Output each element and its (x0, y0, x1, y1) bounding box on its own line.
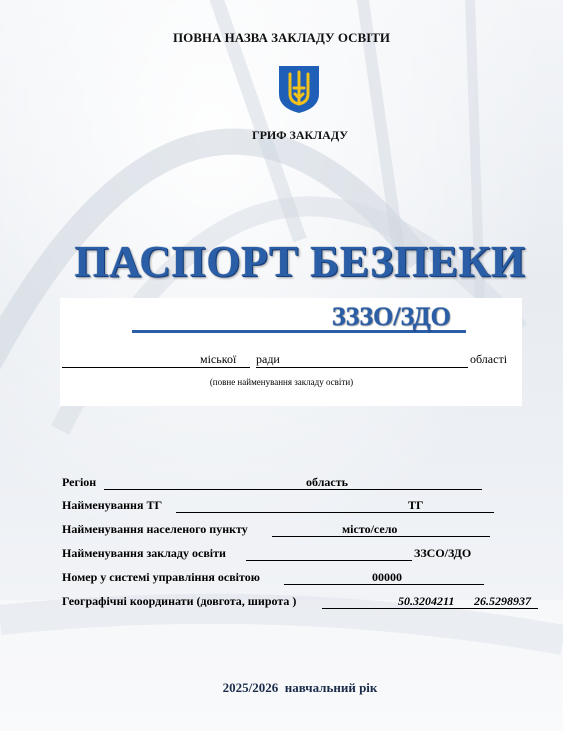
council-fill-line (256, 367, 468, 368)
institution-name: ПОВНА НАЗВА ЗАКЛАДУ ОСВІТИ (173, 30, 390, 45)
school-field-suffix: ЗЗСО/ЗДО (414, 546, 472, 560)
trident-coat-of-arms-icon (276, 64, 322, 114)
region-label: області (470, 352, 508, 366)
school-field-label: Найменування закладу освіти (62, 546, 226, 560)
region-field-line (104, 489, 482, 490)
coords-field-label: Географічні координати (довгота, широта ) (62, 594, 297, 608)
settlement-field-suffix: місто/село (342, 522, 398, 536)
institution-name-box (60, 298, 522, 406)
council-label: ради (256, 352, 280, 366)
community-field-line (176, 512, 494, 513)
region-field-label: Регіон (62, 475, 97, 489)
community-field-label: Найменування ТГ (62, 498, 163, 512)
number-field-value: 00000 (372, 570, 402, 584)
city-council-label: міської (200, 352, 237, 366)
longitude-value: 50.3204211 (398, 594, 455, 608)
academic-year-value: 2025/2026 (222, 680, 279, 695)
academic-year-label: навчальний рік (284, 680, 378, 695)
community-field-suffix: ТГ (408, 498, 424, 512)
institution-type: ЗЗЗО/ЗДО (332, 302, 451, 331)
school-field-line (246, 560, 412, 561)
academic-year (0, 680, 563, 696)
number-field-label: Номер у системі управління освітою (62, 570, 260, 584)
institution-stamp-label: ГРИФ ЗАКЛАДУ (251, 128, 349, 142)
name-fill-line (62, 367, 200, 368)
name-caption: (повне найменування закладу освіти) (209, 377, 354, 387)
document-title: ПАСПОРТ БЕЗПЕКИ (74, 237, 526, 286)
city-fill-line (200, 367, 250, 368)
latitude-value: 26.5298937 (474, 594, 531, 608)
region-field-suffix: область (306, 475, 348, 489)
settlement-field-label: Найменування населеного пункту (62, 522, 248, 536)
